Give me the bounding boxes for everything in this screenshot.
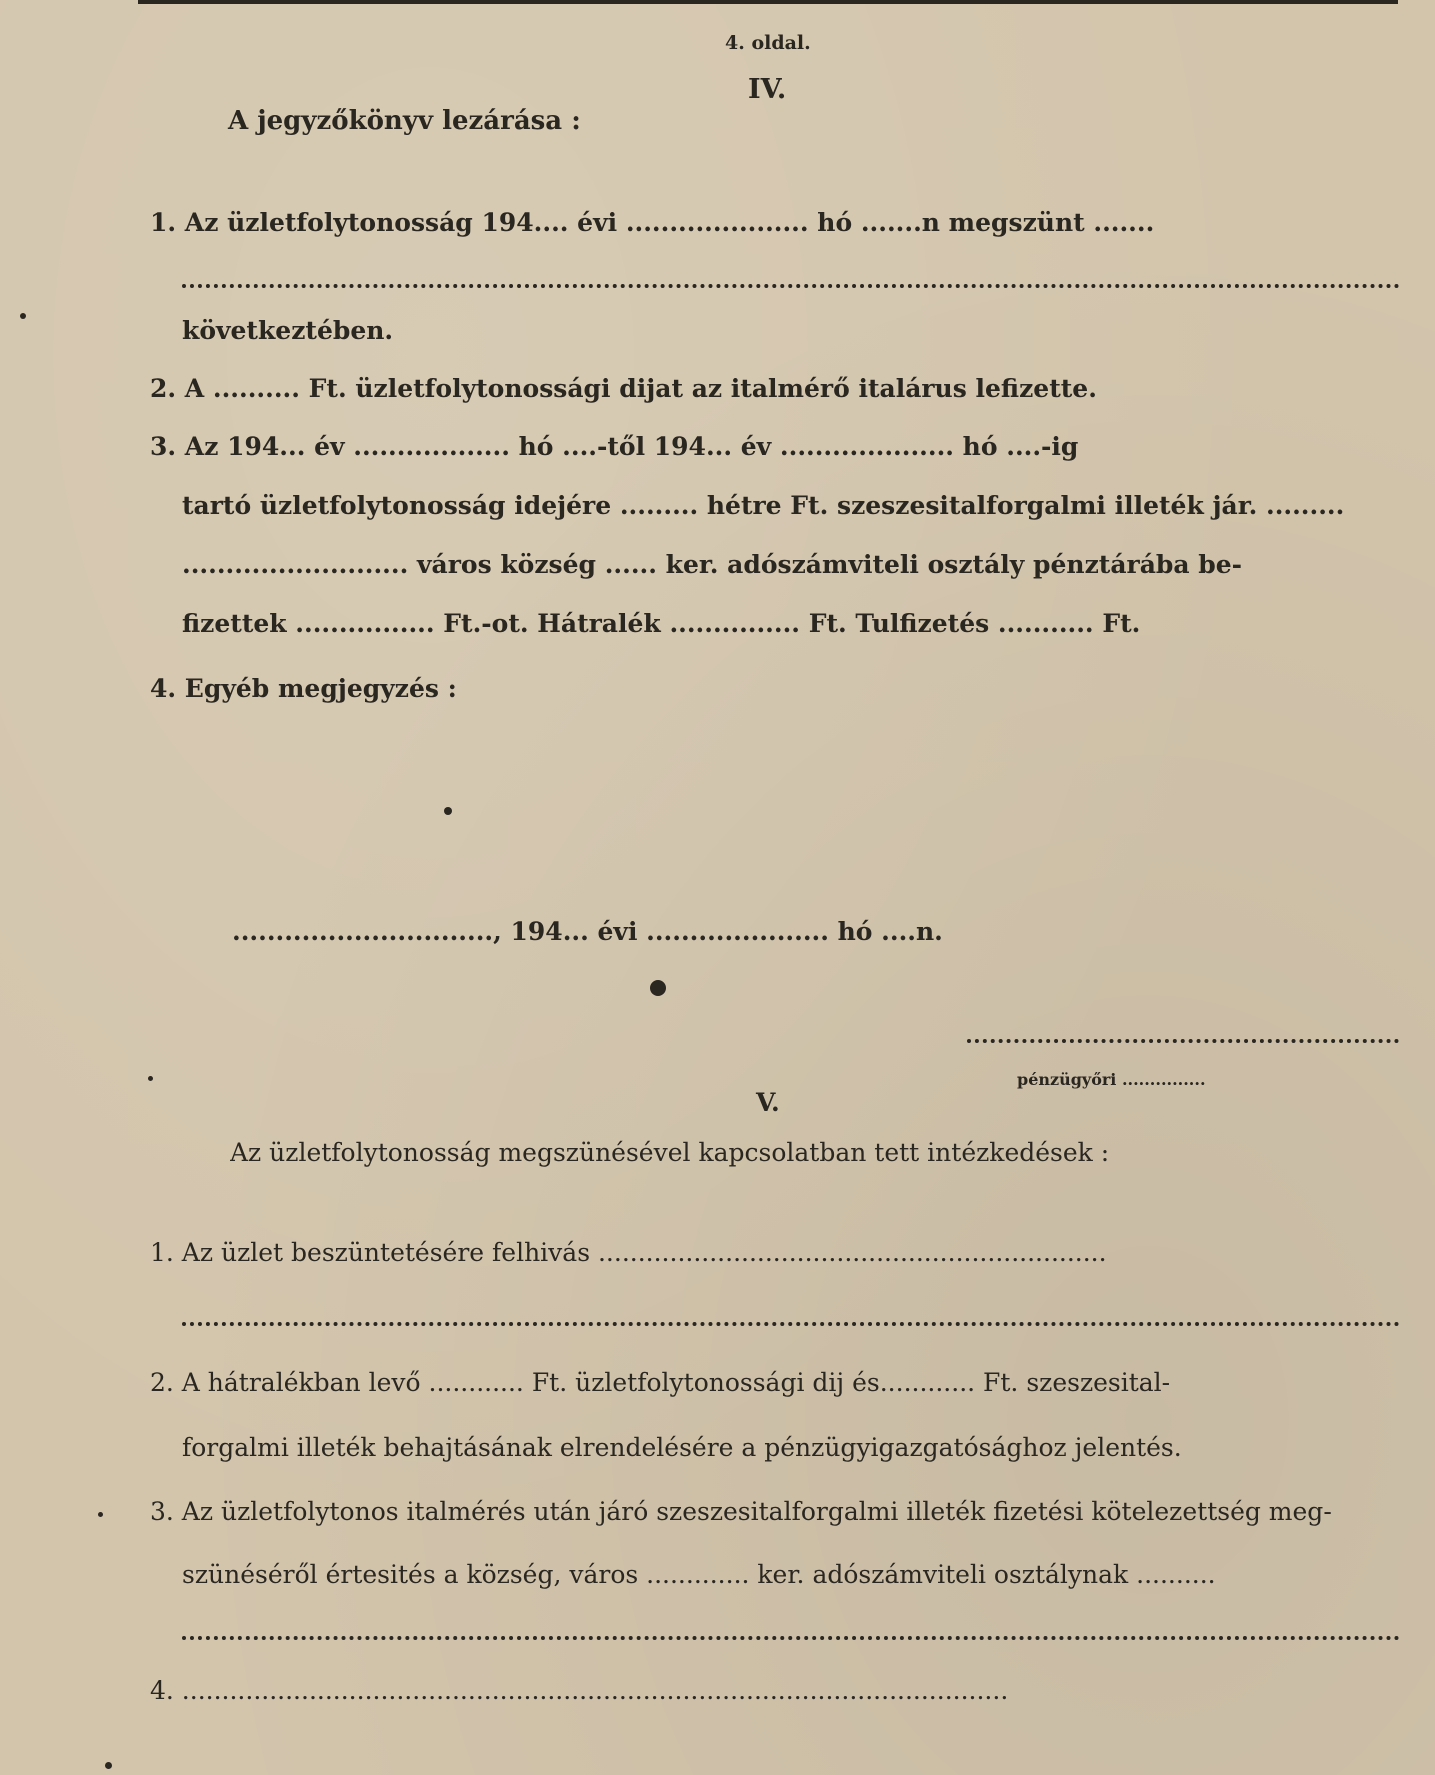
item-3-line-d: fizettek ................ Ft.-ot. Hátralék ............... Ft. Tulfizetés ........... Ft. bbox=[182, 609, 1141, 638]
ink-speck bbox=[650, 980, 666, 996]
item-3-line-c: .......................... város község ...... ker. adószámviteli osztály pénztárába be- bbox=[182, 550, 1243, 579]
item-2-line: 2. A .......... Ft. üzletfolytonossági dijat az italmérő italárus lefizette. bbox=[150, 374, 1097, 403]
v-item-2-line-b: forgalmi illeték behajtásának elrendelésére a pénzügyigazgatósághoz jelentés. bbox=[182, 1433, 1182, 1462]
signature-dotted-line bbox=[967, 1036, 1399, 1043]
v-item-4-line: 4. ........................................................................................................ bbox=[150, 1676, 1009, 1705]
top-rule bbox=[138, 0, 1398, 4]
signature-label: pénzügyőri ............... bbox=[1017, 1070, 1206, 1089]
ink-speck bbox=[98, 1512, 103, 1517]
ink-speck bbox=[444, 807, 452, 815]
section-iv-title: A jegyzőkönyv lezárása : bbox=[228, 106, 581, 136]
v-item-3-line-b: szünéséről értesités a község, város ............. ker. adószámviteli osztálynak .......... bbox=[182, 1560, 1216, 1589]
ink-speck bbox=[105, 1762, 112, 1769]
v-item-2-line-a: 2. A hátralékban levő ............ Ft. üzletfolytonossági dij és............ Ft. szeszesital- bbox=[150, 1368, 1171, 1397]
v-item-1-line: 1. Az üzlet beszüntetésére felhivás ................................................................ bbox=[150, 1238, 1107, 1267]
item-3-line-b: tartó üzletfolytonosság idejére ......... hétre Ft. szeszesitalforgalmi illeték jár. ......... bbox=[182, 491, 1345, 520]
v-item-3-line-a: 3. Az üzletfolytonos italmérés után járó szeszesitalforgalmi illeték fizetési kötelezettség meg- bbox=[150, 1497, 1332, 1526]
item-4-line: 4. Egyéb megjegyzés : bbox=[150, 674, 457, 703]
dotted-fill-line bbox=[182, 280, 1400, 288]
section-v-title: Az üzletfolytonosság megszünésével kapcsolatban tett intézkedések : bbox=[230, 1138, 1110, 1167]
ink-speck bbox=[148, 1076, 153, 1081]
page-number: 4. oldal. bbox=[725, 32, 811, 54]
date-line: .............................., 194... évi ..................... hó ....n. bbox=[232, 917, 943, 946]
item-1-line: 1. Az üzletfolytonosság 194.... évi ..................... hó .......n megszünt ....... bbox=[150, 208, 1155, 237]
dotted-fill-line bbox=[182, 1318, 1400, 1326]
section-iv-heading: IV. bbox=[748, 74, 787, 105]
section-v-heading: V. bbox=[756, 1088, 780, 1117]
item-3-line-a: 3. Az 194... év .................. hó ....-től 194... év .................... hó ....-ig bbox=[150, 432, 1079, 461]
item-1-continuation: következtében. bbox=[182, 316, 394, 345]
dotted-fill-line bbox=[182, 1632, 1400, 1640]
ink-speck bbox=[20, 313, 26, 319]
